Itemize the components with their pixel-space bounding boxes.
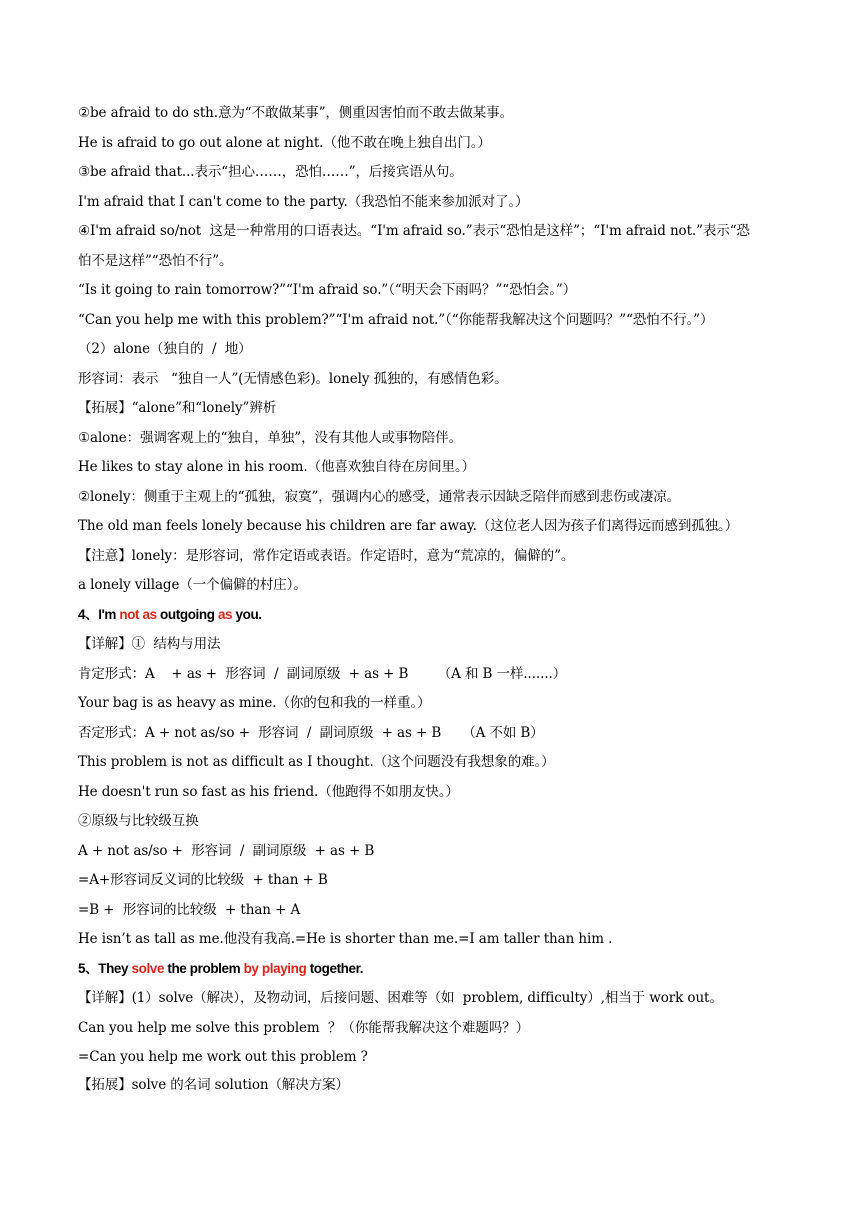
text-line: The old man feels lonely because his children are far away.（这位老人因为孩子们离得远而感到孤独。）: [78, 518, 739, 534]
text-line: He is afraid to go out alone at night.（他不敢在晚上独自出门。）: [78, 135, 491, 151]
text-line: He isn’t as tall as me.他没有我高.=He is shorter than me.=I am taller than him .: [78, 931, 613, 947]
text-line: ②lonely：侧重于主观上的“孤独，寂寞”，强调内心的感受，通常表示因缺乏陪伴而感到悲伤或凄凉。: [78, 489, 681, 505]
heading-number: 4、: [78, 607, 99, 622]
text-line: =A+形容词反义词的比较级 + than + B: [78, 872, 328, 888]
text-line: =Can you help me work out this problem ?: [78, 1049, 368, 1065]
text-line: ③be afraid that...表示“担心……，恐怕……”，后接宾语从句。: [78, 164, 463, 180]
text-line: 否定形式：A + not as/so + 形容词 / 副词原级 + as + B （A 不如 B）: [78, 725, 544, 741]
section-heading-4: 4、I'm not as outgoing as you.: [78, 607, 262, 622]
text-line: ②原级与比较级互换: [78, 813, 199, 829]
text-line: 形容词：表示 “独自一人”(无情感色彩)。lonely 孤独的，有感情色彩。: [78, 371, 508, 387]
section-heading-5: 5、They solve the problem by playing together.: [78, 961, 364, 976]
highlight-text: not as: [119, 607, 157, 622]
text-line: Can you help me solve this problem ？（你能帮我解决这个难题吗？）: [78, 1020, 530, 1036]
text-line: 【拓展】solve 的名词 solution（解决方案）: [78, 1077, 349, 1093]
text-line: ①alone：强调客观上的“独自，单独”，没有其他人或事物陪伴。: [78, 430, 462, 446]
text-line: 【注意】lonely：是形容词，常作定语或表语。作定语时，意为“荒凉的，偏僻的”。: [78, 548, 575, 564]
text-line: “Is it going to rain tomorrow?”“I'm afraid so.”（“明天会下雨吗？”“恐怕会。”）: [78, 282, 577, 298]
text-line: He doesn't run so fast as his friend.（他跑得不如朋友快。）: [78, 784, 459, 800]
text-line: He likes to stay alone in his room.（他喜欢独自待在房间里。）: [78, 459, 475, 475]
heading-number: 5、: [78, 961, 99, 976]
text-line: This problem is not as difficult as I thought.（这个问题没有我想象的难。）: [78, 754, 555, 770]
highlight-text: solve: [131, 961, 165, 976]
text-line: “Can you help me with this problem?”“I'm afraid not.”（“你能帮我解决这个问题吗？”“恐怕不行。”）: [78, 312, 714, 328]
text-line: a lonely village（一个偏僻的村庄）。: [78, 577, 307, 593]
text-line: 【详解】(1）solve（解决），及物动词，后接问题、困难等（如 problem, difficulty）,相当于 work out。: [78, 990, 723, 1006]
highlight-text: by playing: [243, 961, 307, 976]
text-line: 【拓展】“alone”和“lonely”辨析: [78, 400, 277, 416]
text-line: ④I'm afraid so/not 这是一种常用的口语表达。“I'm afraid so.”表示“恐怕是这样”；“I'm afraid not.”表示“恐: [78, 223, 750, 239]
text-line: （2）alone（独自的 / 地）: [78, 341, 252, 357]
highlight-text: as: [217, 607, 233, 622]
text-line: ②be afraid to do sth.意为“不敢做某事”，侧重因害怕而不敢去做某事。: [78, 105, 513, 121]
text-line: Your bag is as heavy as mine.（你的包和我的一样重。）: [78, 695, 431, 711]
text-line: 肯定形式：A + as + 形容词 / 副词原级 + as + B （A 和 B 一样.......）: [78, 666, 567, 682]
text-line: 【详解】① 结构与用法: [78, 636, 221, 652]
text-line: I'm afraid that I can't come to the party.（我恐怕不能来参加派对了。）: [78, 194, 529, 210]
text-line: A + not as/so + 形容词 / 副词原级 + as + B: [78, 843, 375, 859]
text-line: =B + 形容词的比较级 + than + A: [78, 902, 301, 918]
text-line: 怕不是这样”“恐怕不行”。: [78, 253, 233, 269]
